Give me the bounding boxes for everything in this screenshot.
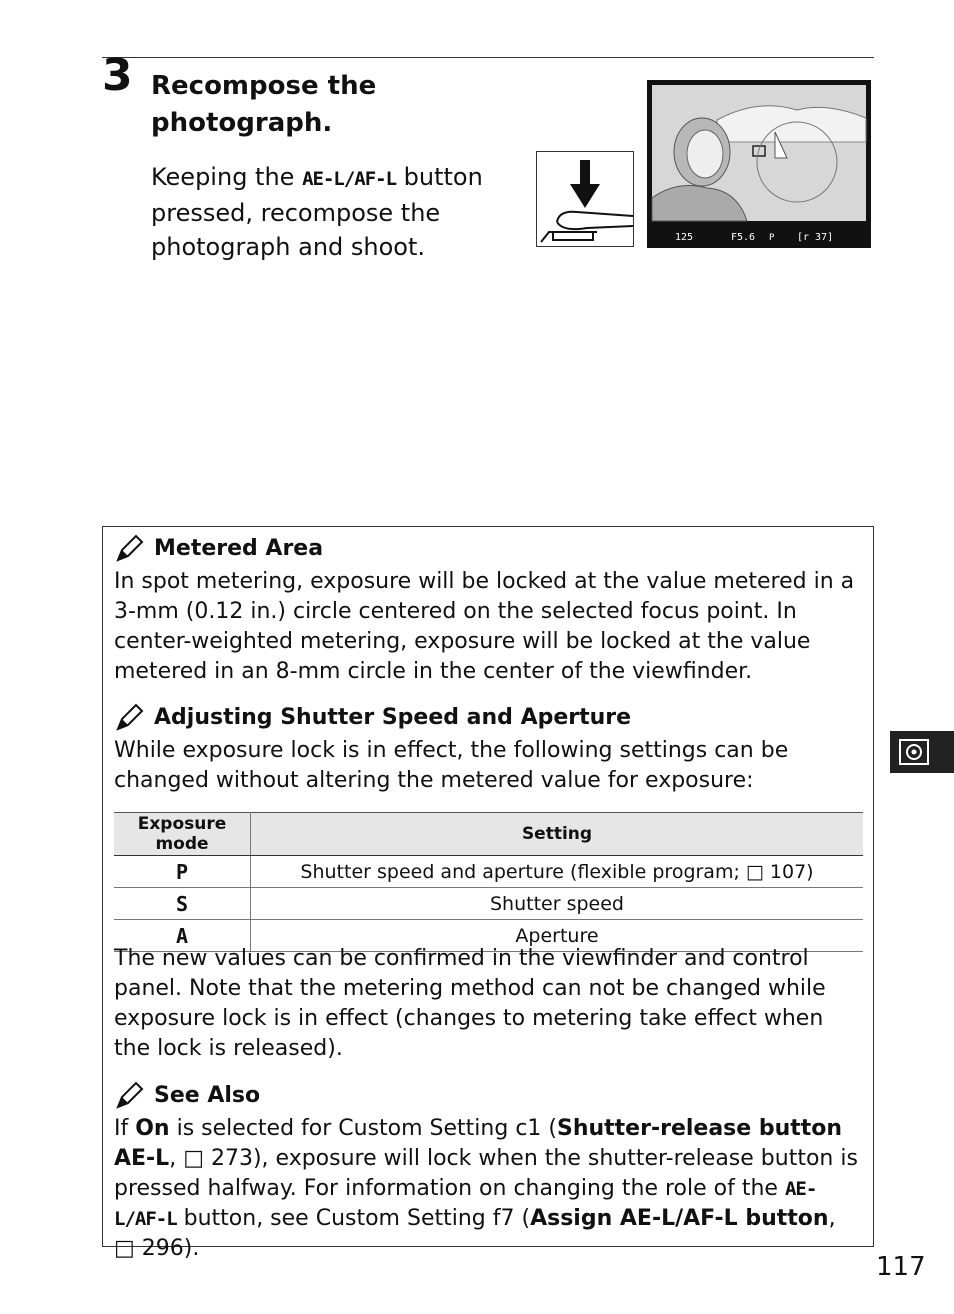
finger-press-icon	[537, 152, 633, 246]
see-also-t5: , □ 296).	[114, 1206, 836, 1261]
setting-cell: Shutter speed and aperture (flexible program; □ 107)	[251, 856, 864, 888]
chapter-tab	[890, 731, 954, 773]
note-heading-see-also	[114, 1081, 260, 1109]
top-rule	[102, 57, 874, 58]
page-number: 117	[876, 1252, 926, 1282]
note-title: See Also	[154, 1082, 261, 1108]
setting-cell: Shutter speed	[251, 888, 864, 920]
vf-mode: P	[769, 233, 775, 243]
metering-icon	[890, 731, 954, 773]
table-row	[114, 856, 863, 888]
header-setting: Setting	[251, 813, 864, 856]
metered-area-text: In spot metering, exposure will be locked at the value metered in a 3-mm (0.12 in.) circle centered on the selected focus point. In center-weighted metering, exposure will be locked at the value metered in an 8-mm circle in the center of the viewfinder.	[114, 569, 855, 684]
mode-cell: P	[114, 856, 251, 888]
vf-aperture: F5.6	[731, 232, 756, 243]
viewfinder-illustration	[647, 80, 871, 248]
note-title: Metered Area	[154, 535, 324, 561]
note-heading-adjusting	[114, 703, 631, 731]
setting-cell: Aperture	[251, 920, 864, 952]
note-heading-metered-area	[114, 534, 323, 562]
table-row	[114, 888, 863, 920]
see-also-text	[114, 1114, 859, 1264]
mode-cell: S	[114, 888, 251, 920]
see-also-b1: Shutter-release button AE-L	[114, 1116, 843, 1171]
pencil-icon	[114, 534, 144, 562]
table-header-row	[114, 813, 863, 856]
step-body-post: button pressed, recompose the photograph and shoot.	[151, 163, 483, 261]
pencil-icon	[114, 703, 144, 731]
exposure-settings-table	[114, 812, 863, 952]
step-number: 3	[102, 50, 133, 101]
see-also-on: On	[135, 1116, 170, 1141]
mode-cell: A	[114, 920, 251, 952]
header-exposure-mode: Exposure mode	[114, 813, 251, 856]
press-button-illustration	[536, 151, 634, 247]
step-instructions	[151, 160, 521, 264]
note-title: Adjusting Shutter Speed and Aperture	[154, 704, 632, 730]
adjusting-after-text: The new values can be confirmed in the viewfinder and control panel. Note that the metering method can not be changed while exposure lock is in effect (changes to metering take effect when the lock is released).	[114, 946, 826, 1061]
ael-afl-key: AE-L/AF-L	[302, 168, 397, 190]
viewfinder-scene	[647, 80, 871, 248]
step-body-pre: Keeping the	[151, 163, 303, 191]
see-also-t4: button, see Custom Setting f7 (	[176, 1206, 531, 1231]
see-also-key: AE-L/AF-L	[114, 1178, 817, 1230]
pencil-icon	[114, 1081, 144, 1109]
see-also-t2: is selected for Custom Setting c1 (	[169, 1116, 557, 1141]
vf-shutter: 125	[675, 232, 694, 243]
see-also-t3: , □ 273), exposure will lock when the shutter-release button is pressed halfway. For information on changing the role of the	[114, 1146, 858, 1201]
adjusting-text: While exposure lock is in effect, the following settings can be changed without altering the metered value for exposure:	[114, 738, 789, 793]
step-title: Recompose the photograph.	[151, 71, 377, 138]
see-also-t1: If	[114, 1116, 136, 1141]
see-also-b2: Assign AE-L/AF-L button	[530, 1206, 829, 1231]
vf-frames: [r 37]	[797, 232, 834, 243]
